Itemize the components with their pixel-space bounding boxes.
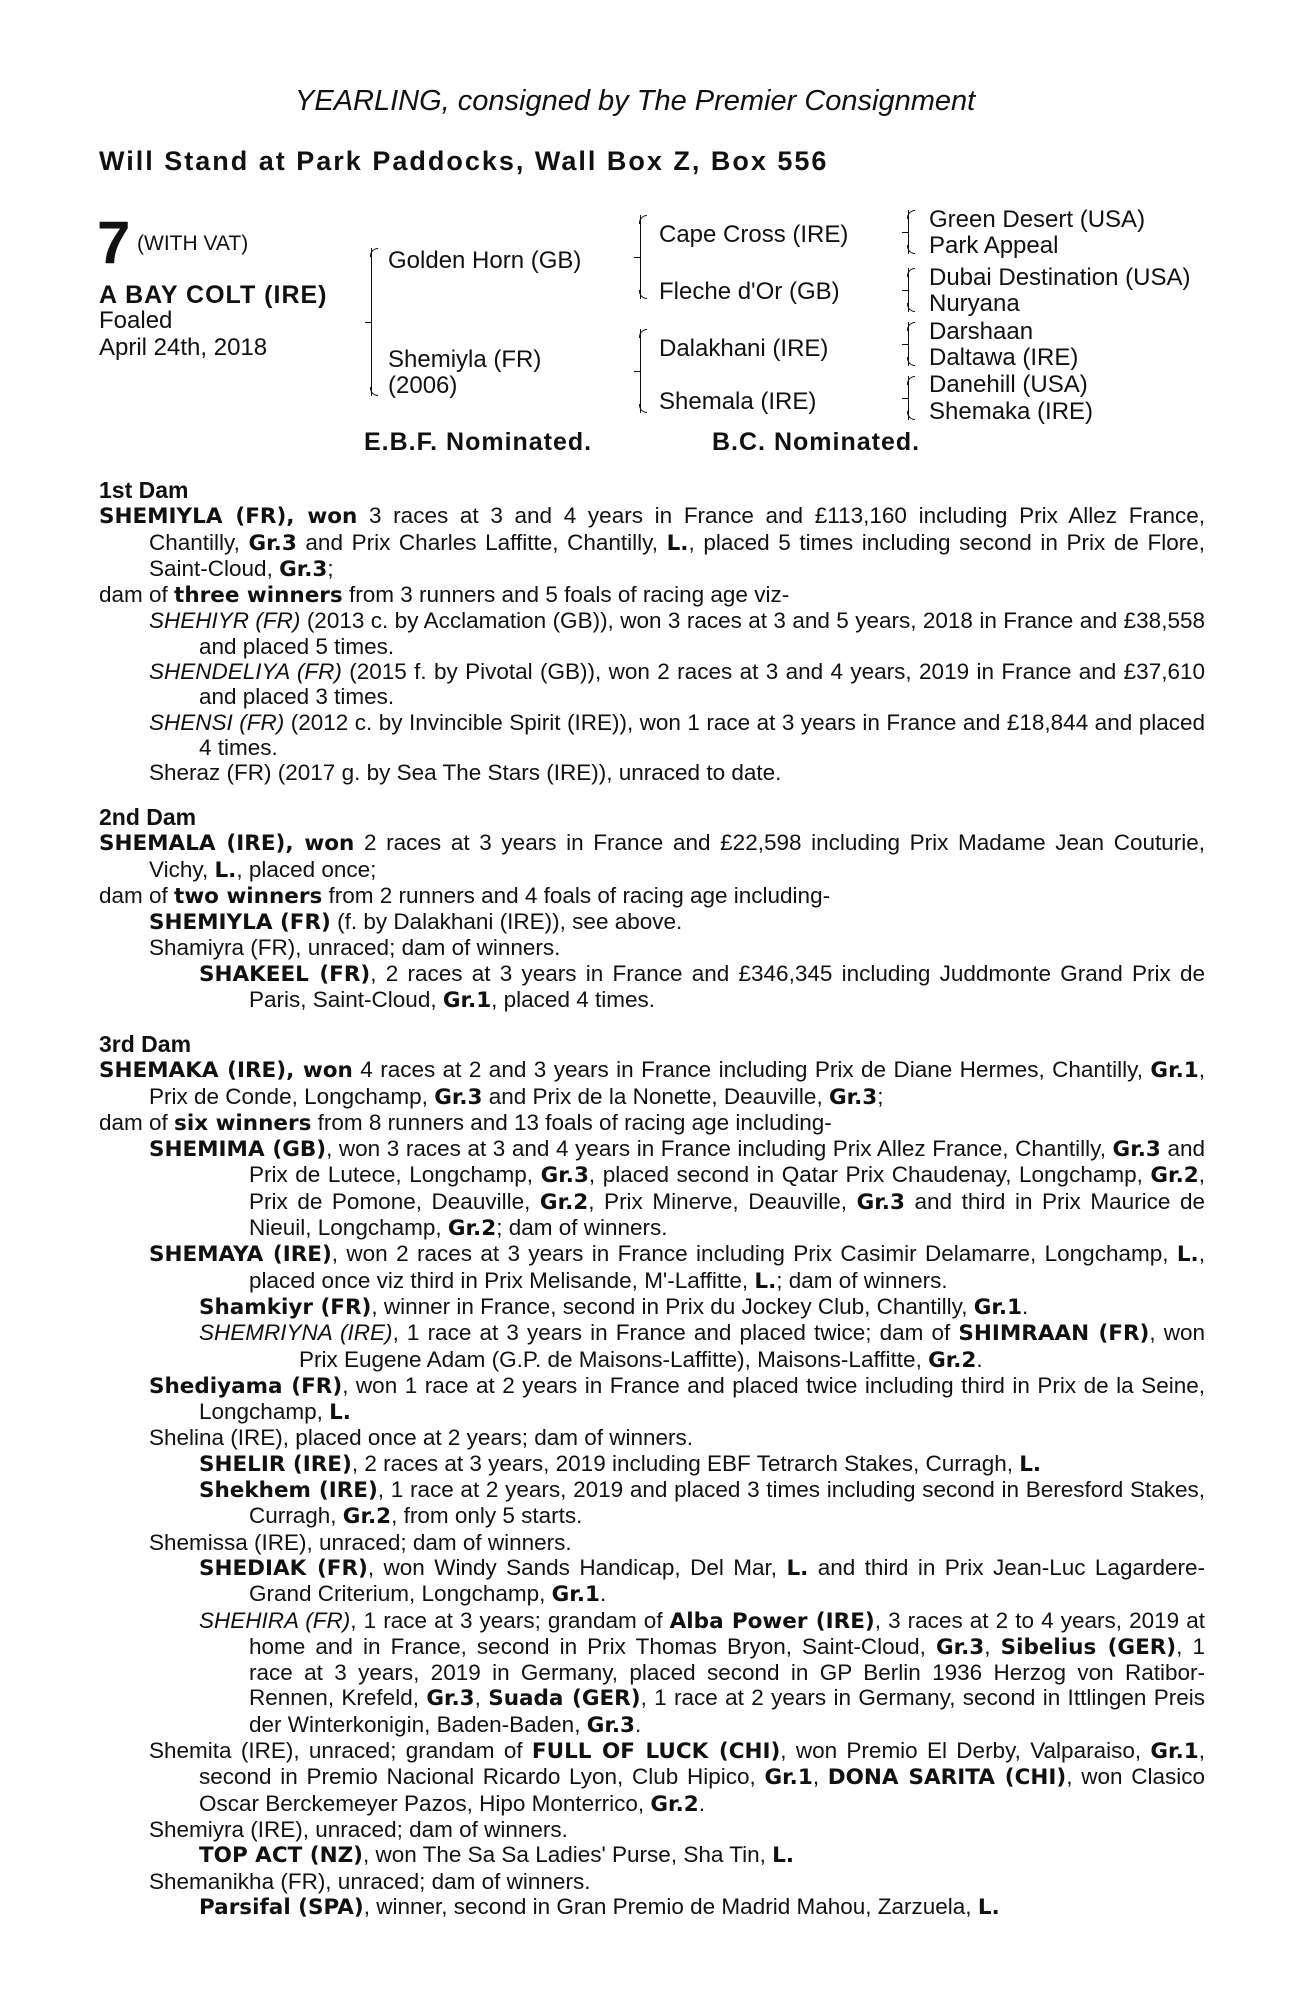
bc-nominated: B.C. Nominated. (712, 428, 921, 456)
produce-item: Shemiyra (IRE), unraced; dam of winners. (149, 1816, 568, 1842)
produce-item: SHAKEEL (FR), 2 races at 3 years in France and £346,345 including Juddmonte Grand Prix de Paris, Saint-Cloud, Gr.1, placed 4 times. (199, 960, 1205, 1014)
produce-item: Shemita (IRE), unraced; grandam of FULL OF LUCK (CHI), won Premio El Derby, Valparaiso, Gr.1, second in Premio Nacional Ricardo Lyon, Club Hipico, Gr.1, DONA SARITA (CHI), won Clasico Oscar Berckemeyer Pazos, Hipo Monterrico, Gr.2. (149, 1738, 1205, 1817)
produce-item: Shamkiyr (FR), winner in France, second in Prix du Jockey Club, Chantilly, Gr.1. (199, 1293, 1029, 1320)
produce-item: SHEMIMA (GB), won 3 races at 3 and 4 years in France including Prix Allez France, Chantilly, Gr.3 and Prix de Lutece, Longchamp, Gr.3, placed second in Qatar Prix Chaudenay, Longchamp, Gr.2, Prix de Pomone, Deauville, Gr.2, Prix Minerve, Deauville, Gr.3 and third in Prix Maurice de Nieuil, Longchamp, Gr.2; dam of winners. (149, 1136, 1205, 1242)
produce-item: Shemanikha (FR), unraced; dam of winners. (149, 1868, 591, 1894)
pedigree-sire-sire: Cape Cross (IRE) (659, 221, 849, 248)
foaled-date: April 24th, 2018 (99, 334, 268, 361)
produce-item: Parsifal (SPA), winner, second in Gran Premio de Madrid Mahou, Zarzuela, L. (199, 1893, 1000, 1920)
third-dam-produce-summary: dam of six winners from 8 runners and 13 foals of racing age including- (99, 1109, 832, 1136)
third-dam-section (99, 1032, 1205, 1920)
produce-item: Shemissa (IRE), unraced; dam of winners. (149, 1529, 572, 1555)
pedigree-brace-gen1 (371, 248, 372, 396)
pedigree-dam-dam: Shemala (IRE) (659, 388, 817, 415)
pedigree-g5: Darshaan (929, 318, 1034, 345)
pedigree-sire-dam: Fleche d'Or (GB) (659, 278, 840, 305)
pedigree-dam-year: (2006) (388, 372, 458, 399)
second-dam-produce-summary: dam of two winners from 2 runners and 4 foals of racing age including- (99, 882, 831, 909)
second-dam-record: SHEMALA (IRE), won 2 races at 3 years in France and £22,598 including Prix Madame Jean Couturie, Vichy, L., placed once; (99, 830, 1205, 883)
first-dam-section (99, 478, 1205, 786)
produce-item: SHEHIRA (FR), 1 race at 3 years; grandam of Alba Power (IRE), 3 races at 2 to 4 years, 2019 at home and in France, second in Prix Thomas Bryon, Saint-Cloud, Gr.3, Sibelius (GER), 1 race at 3 years, 2019 in Germany, placed second in GP Berlin 1936 Herzog von Ratibor-Rennen, Krefeld, Gr.3, Suada (GER), 1 race at 2 years in Germany, second in Ittlingen Preis der Winterkonigin, Baden-Baden, Gr.3. (199, 1607, 1205, 1738)
second-dam-section (99, 805, 1205, 1013)
first-dam-record: SHEMIYLA (FR), won 3 races at 3 and 4 years in France and £113,160 including Prix Allez France, Chantilly, Gr.3 and Prix Charles Laffitte, Chantilly, L., placed 5 times including second in Prix de Flore, Saint-Cloud, Gr.3; (99, 503, 1205, 582)
pedigree-g7: Danehill (USA) (929, 371, 1088, 398)
pedigree-brace-sire (640, 215, 641, 299)
pedigree-g8: Shemaka (IRE) (929, 398, 1094, 425)
foaled-label: Foaled (99, 307, 173, 334)
produce-item: Sheraz (FR) (2017 g. by Sea The Stars (IRE)), unraced to date. (149, 760, 782, 786)
produce-item: SHELIR (IRE), 2 races at 3 years, 2019 including EBF Tetrarch Stakes, Curragh, L. (199, 1450, 1042, 1477)
produce-item: SHEMAYA (IRE), won 2 races at 3 years in France including Prix Casimir Delamarre, Longchamp, L., placed once viz third in Prix Melisande, M'-Laffitte, L.; dam of winners. (149, 1241, 1205, 1294)
first-dam-produce-summary: dam of three winners from 3 runners and 5 foals of racing age viz- (99, 582, 790, 609)
produce-item: SHENSI (FR) (2012 c. by Invincible Spirit (IRE)), won 1 race at 3 years in France and £18,844 and placed 4 times. (149, 709, 1206, 760)
produce-item: SHEMIYLA (FR) (f. by Dalakhani (IRE)), see above. (149, 909, 683, 936)
ebf-nominated: E.B.F. Nominated. (364, 428, 593, 456)
produce-item: SHEDIAK (FR), won Windy Sands Handicap, Del Mar, L. and third in Prix Jean-Luc Lagardere-Grand Criterium, Longchamp, Gr.1. (199, 1554, 1205, 1608)
pedigree-brace-g34 (908, 268, 909, 312)
lot-name: A BAY COLT (IRE) (99, 281, 328, 309)
pedigree-g6: Daltawa (IRE) (929, 344, 1079, 371)
produce-item: SHEMRIYNA (IRE), 1 race at 3 years in France and placed twice; dam of SHIMRAAN (FR), won Prix Eugene Adam (G.P. de Maisons-Laffitte), Maisons-Laffitte, Gr.2. (199, 1320, 1205, 1373)
pedigree-brace-g78 (908, 376, 909, 420)
first-dam-heading: 1st Dam (99, 477, 189, 503)
produce-item: SHEHIYR (FR) (2013 c. by Acclamation (GB)), won 3 races at 3 and 5 years, 2018 in France and £38,558 and placed 5 times. (149, 608, 1205, 659)
pedigree-g3: Dubai Destination (USA) (929, 264, 1191, 291)
catalogue-subtitle: YEARLING, consigned by The Premier Consignment (295, 85, 976, 117)
vat-note: (WITH VAT) (137, 232, 249, 255)
pedigree-brace-dam (640, 329, 641, 413)
produce-item: SHENDELIYA (FR) (2015 f. by Pivotal (GB)), won 2 races at 3 and 4 years, 2019 in France and £37,610 and placed 3 times. (149, 659, 1205, 710)
lot-number: 7 (97, 209, 131, 276)
stand-location: Will Stand at Park Paddocks, Wall Box Z, Box 556 (99, 146, 829, 176)
third-dam-record: SHEMAKA (IRE), won 4 races at 2 and 3 years in France including Prix de Diane Hermes, Chantilly, Gr.1, Prix de Conde, Longchamp, Gr.3 and Prix de la Nonette, Deauville, Gr.3; (99, 1057, 1205, 1110)
produce-item: Shamiyra (FR), unraced; dam of winners. (149, 935, 561, 961)
pedigree-g2: Park Appeal (929, 232, 1059, 259)
produce-item: Shekhem (IRE), 1 race at 2 years, 2019 and placed 3 times including second in Beresford Stakes, Curragh, Gr.2, from only 5 starts. (199, 1477, 1206, 1530)
pedigree-g4: Nuryana (929, 290, 1020, 317)
pedigree-brace-g56 (908, 322, 909, 366)
pedigree-sire: Golden Horn (GB) (388, 247, 582, 274)
pedigree-dam: Shemiyla (FR) (388, 346, 542, 373)
pedigree-brace-g12 (908, 210, 909, 254)
pedigree-dam-sire: Dalakhani (IRE) (659, 335, 829, 362)
pedigree-g1: Green Desert (USA) (929, 206, 1146, 233)
third-dam-heading: 3rd Dam (99, 1031, 192, 1057)
second-dam-heading: 2nd Dam (99, 804, 197, 830)
produce-item: Shelina (IRE), placed once at 2 years; dam of winners. (149, 1425, 694, 1451)
produce-item: Shediyama (FR), won 1 race at 2 years in France and placed twice including third in Prix de la Seine, Longchamp, L. (149, 1372, 1205, 1426)
dam-name: SHEMIYLA (FR) (99, 504, 287, 530)
produce-item: TOP ACT (NZ), won The Sa Sa Ladies' Purse, Sha Tin, L. (199, 1842, 794, 1869)
